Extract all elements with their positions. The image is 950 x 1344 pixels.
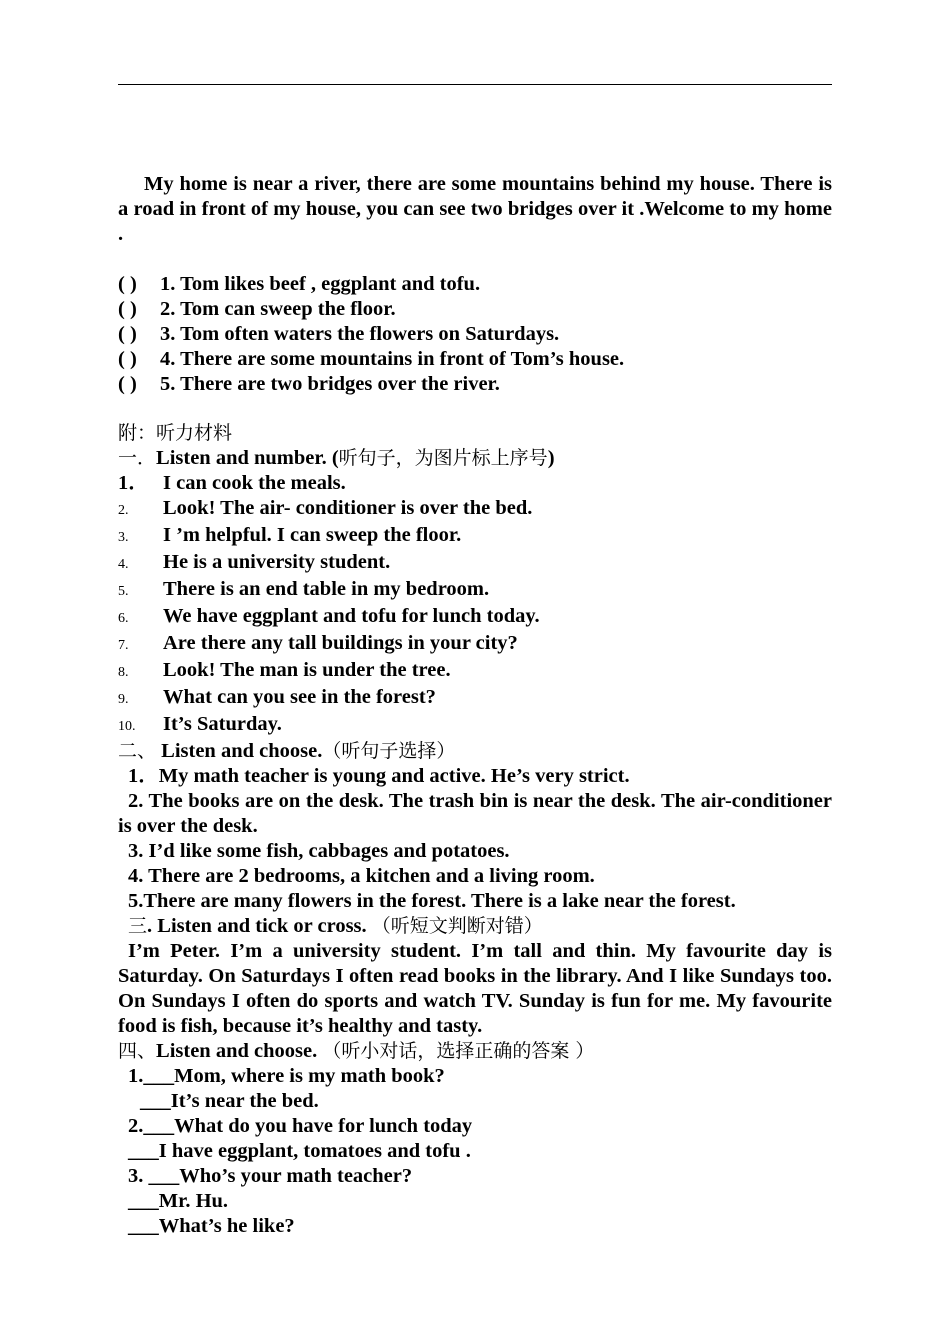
section4-heading: 四、Listen and choose. （听小对话，选择正确的答案 ） <box>118 1040 595 1062</box>
section2-item: 4. There are 2 bedrooms, a kitchen and a living room. <box>128 865 595 887</box>
section1-item: 2. Look! The air- conditioner is over the bed. <box>118 497 533 519</box>
answer-paren[interactable]: ( ) <box>118 298 137 320</box>
answer-paren[interactable]: ( ) <box>118 273 137 295</box>
section3-passage: I’m Peter. I’m a university student. I’m tall and thin. My favourite day is Saturday. On Saturdays I often read books in the library. And I like Sundays too. On Sundays I often do sports and watch TV. Sunday is fun for me. My favourite food is fish, because it’s healthy and tasty. <box>118 940 832 1037</box>
answer-paren[interactable]: ( ) <box>118 323 137 345</box>
section2-item: 2. The books are on the desk. The trash bin is near the desk. The air-conditioner is over the desk. <box>118 790 832 837</box>
header-rule <box>118 84 832 85</box>
dialogue-line: ___Mr. Hu. <box>128 1190 229 1212</box>
judgment-item: ( ) 4. There are some mountains in front of Tom’s house. <box>118 348 625 370</box>
answer-paren[interactable]: ( ) <box>118 373 137 395</box>
judgment-item: ( ) 5. There are two bridges over the river. <box>118 373 500 395</box>
section3-heading: 三. Listen and tick or cross. （听短文判断对错） <box>128 915 543 937</box>
section1-item: 6. We have eggplant and tofu for lunch today. <box>118 605 540 627</box>
section2-item: 5.There are many flowers in the forest. There is a lake near the forest. <box>128 890 736 912</box>
dialogue-line: ___I have eggplant, tomatoes and tofu . <box>128 1140 471 1162</box>
judgment-list <box>118 272 832 397</box>
section1-heading: 一．Listen and number. (听句子，为图片标上序号) <box>118 447 555 469</box>
dialogue-line: 3. ___Who’s your math teacher? <box>128 1165 413 1187</box>
dialogue-line: 2.___What do you have for lunch today <box>128 1115 473 1137</box>
dialogue-line: ___It’s near the bed. <box>140 1090 319 1112</box>
section2-item: 3. I’d like some fish, cabbages and potatoes. <box>128 840 510 862</box>
section1-item: 4. He is a university student. <box>118 551 391 573</box>
section1-item: 10. It’s Saturday. <box>118 713 282 735</box>
judgment-item: ( ) 3. Tom often waters the flowers on Saturdays. <box>118 323 560 345</box>
section1-item: 1． I can cook the meals. <box>118 472 346 494</box>
judgment-item: ( ) 1. Tom likes beef , eggplant and tofu. <box>118 273 481 295</box>
reading-paragraph: My home is near a river, there are some mountains behind my house. There is a road in front of my house, you can see two bridges over it .Welcome to my home . <box>118 173 832 245</box>
section2-item: 1．My math teacher is young and active. He’s very strict. <box>128 765 630 787</box>
section1-item: 7. Are there any tall buildings in your city? <box>118 632 518 654</box>
answer-paren[interactable]: ( ) <box>118 348 137 370</box>
section1-item: 8. Look! The man is under the tree. <box>118 659 451 681</box>
dialogue-line: ___What’s he like? <box>128 1215 295 1237</box>
appendix-title: 附：听力材料 <box>118 422 233 444</box>
section1-item: 3. I ’m helpful. I can sweep the floor. <box>118 524 462 546</box>
dialogue-line: 1.___Mom, where is my math book? <box>128 1065 445 1087</box>
appendix <box>118 421 832 1239</box>
section2-heading: 二、 Listen and choose.（听句子选择） <box>118 740 456 762</box>
judgment-item: ( ) 2. Tom can sweep the floor. <box>118 298 396 320</box>
section1-item: 5. There is an end table in my bedroom. <box>118 578 490 600</box>
section1-item: 9. What can you see in the forest? <box>118 686 436 708</box>
